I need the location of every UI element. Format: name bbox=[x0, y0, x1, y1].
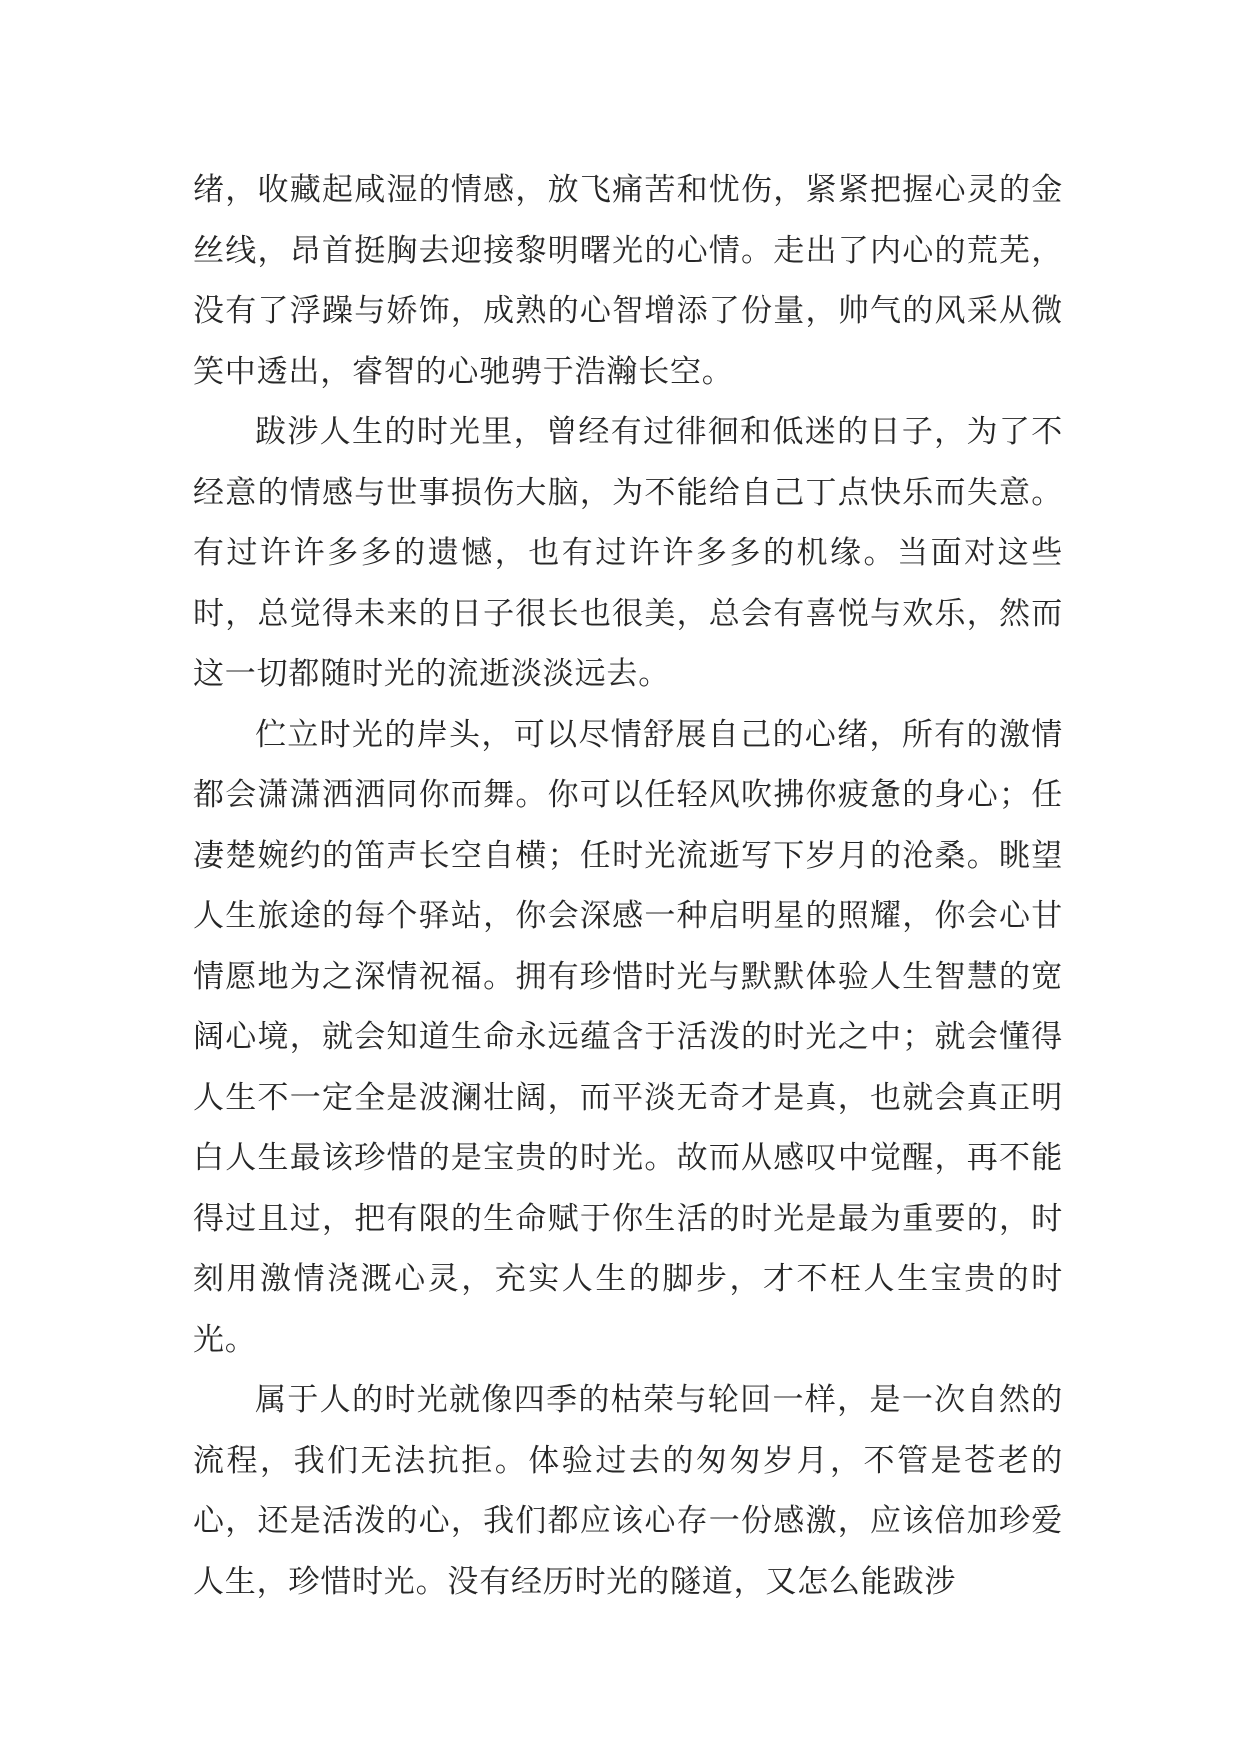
paragraph: 跋涉人生的时光里，曾经有过徘徊和低迷的日子，为了不经意的情感与世事损伤大脑，为不能给自己丁点快乐而失意。有过许许多多的遗憾，也有过许许多多的机缘。当面对这些时，总觉得未来的日子很长也很美，总会有喜悦与欢乐，然而这一切都随时光的流逝淡淡远去。 bbox=[193, 414, 1063, 692]
paragraph: 属于人的时光就像四季的枯荣与轮回一样，是一次自然的流程，我们无法抗拒。体验过去的匆匆岁月，不管是苍老的心，还是活泼的心，我们都应该心存一份感激，应该倍加珍爱人生，珍惜时光。没有经历时光的隧道，又怎么能跋涉 bbox=[193, 1382, 1063, 1600]
document-body bbox=[193, 160, 1063, 1612]
paragraph-continued: 绪，收藏起咸湿的情感，放飞痛苦和忧伤，紧紧把握心灵的金丝线，昂首挺胸去迎接黎明曙光的心情。走出了内心的荒芜，没有了浮躁与娇饰，成熟的心智增添了份量，帅气的风采从微笑中透出，睿智的心驰骋于浩瀚长空。 bbox=[193, 172, 1063, 390]
paragraph: 伫立时光的岸头，可以尽情舒展自己的心绪，所有的激情都会潇潇洒洒同你而舞。你可以任轻风吹拂你疲惫的身心；任凄楚婉约的笛声长空自横；任时光流逝写下岁月的沧桑。眺望人生旅途的每个驿站，你会深感一种启明星的照耀，你会心甘情愿地为之深情祝福。拥有珍惜时光与默默体验人生智慧的宽阔心境，就会知道生命永远蕴含于活泼的时光之中；就会懂得人生不一定全是波澜壮阔，而平淡无奇才是真，也就会真正明白人生最该珍惜的是宝贵的时光。故而从感叹中觉醒，再不能得过且过，把有限的生命赋于你生活的时光是最为重要的，时刻用激情浇溉心灵，充实人生的脚步，才不枉人生宝贵的时光。 bbox=[193, 716, 1063, 1358]
